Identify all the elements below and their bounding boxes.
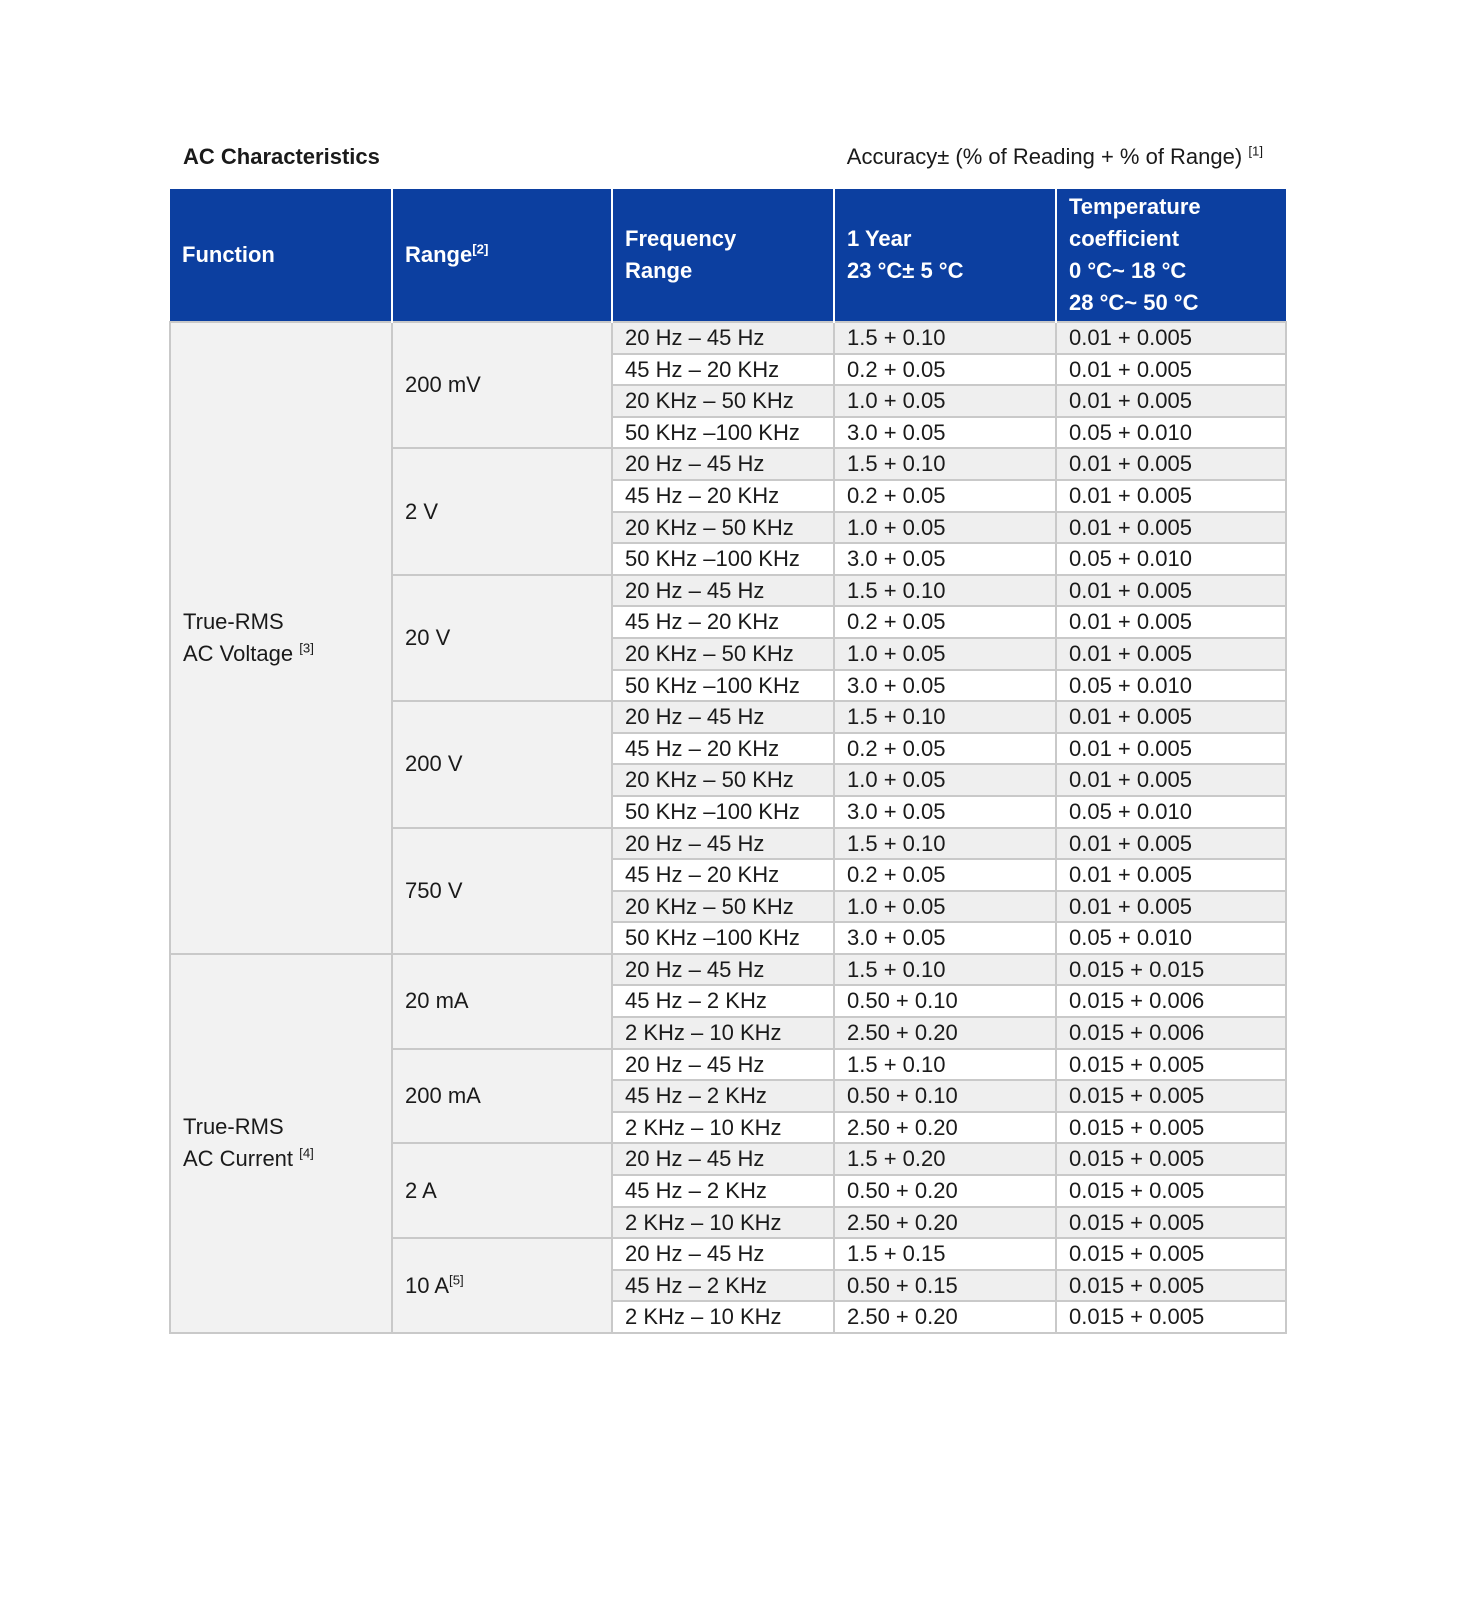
temperature-coefficient-cell: 0.015 + 0.005 [1056,1175,1286,1207]
frequency-cell: 50 KHz –100 KHz [612,417,834,449]
one-year-accuracy-cell: 1.5 + 0.10 [834,828,1056,860]
frequency-cell: 50 KHz –100 KHz [612,543,834,575]
one-year-accuracy-cell: 2.50 + 0.20 [834,1017,1056,1049]
one-year-accuracy-cell: 3.0 + 0.05 [834,417,1056,449]
one-year-accuracy-cell: 3.0 + 0.05 [834,922,1056,954]
one-year-accuracy-cell: 2.50 + 0.20 [834,1301,1056,1333]
temperature-coefficient-cell: 0.01 + 0.005 [1056,891,1286,923]
range-cell [392,954,612,1049]
function-footnote: [3] [299,640,314,656]
header-temperature-coefficient: Temperature coefficient 0 °C~ 18 °C 28 °C~ 50 °C [1056,189,1286,322]
temperature-coefficient-cell: 0.01 + 0.005 [1056,638,1286,670]
temperature-coefficient-cell: 0.01 + 0.005 [1056,701,1286,733]
range-cell [392,448,612,574]
temperature-coefficient-cell: 0.05 + 0.010 [1056,417,1286,449]
temperature-coefficient-cell: 0.05 + 0.010 [1056,543,1286,575]
temperature-coefficient-cell: 0.01 + 0.005 [1056,322,1286,354]
frequency-cell: 2 KHz – 10 KHz [612,1207,834,1239]
function-line-1: True-RMS [183,1114,284,1140]
one-year-accuracy-cell: 1.5 + 0.20 [834,1143,1056,1175]
function-line-2-text: AC Voltage [183,640,294,666]
range-cell [392,701,612,827]
range-label: 20 V [405,624,451,650]
one-year-accuracy-cell: 1.0 + 0.05 [834,512,1056,544]
range-cell [392,322,612,448]
range-footnote: [5] [449,1272,464,1288]
one-year-accuracy-cell: 1.0 + 0.05 [834,764,1056,796]
temperature-coefficient-cell: 0.015 + 0.005 [1056,1207,1286,1239]
frequency-cell: 20 Hz – 45 Hz [612,701,834,733]
one-year-accuracy-cell: 0.2 + 0.05 [834,480,1056,512]
frequency-cell: 45 Hz – 2 KHz [612,1270,834,1302]
temperature-coefficient-cell: 0.015 + 0.005 [1056,1143,1286,1175]
temperature-coefficient-cell: 0.01 + 0.005 [1056,575,1286,607]
one-year-accuracy-cell: 1.5 + 0.10 [834,322,1056,354]
function-line-2 [183,1143,379,1175]
frequency-cell: 45 Hz – 20 KHz [612,480,834,512]
temperature-coefficient-cell: 0.015 + 0.005 [1056,1301,1286,1333]
frequency-cell: 20 KHz – 50 KHz [612,638,834,670]
function-line-2 [183,638,379,670]
frequency-cell: 50 KHz –100 KHz [612,922,834,954]
one-year-accuracy-cell: 0.2 + 0.05 [834,859,1056,891]
one-year-accuracy-cell: 1.5 + 0.10 [834,1049,1056,1081]
temperature-coefficient-cell: 0.015 + 0.006 [1056,985,1286,1017]
range-cell [392,1143,612,1238]
range-label: 20 mA [405,988,469,1014]
range-label: 10 A [405,1272,450,1298]
temperature-coefficient-cell: 0.01 + 0.005 [1056,859,1286,891]
temperature-coefficient-cell: 0.015 + 0.005 [1056,1238,1286,1270]
frequency-cell: 20 KHz – 50 KHz [612,764,834,796]
temperature-coefficient-cell: 0.01 + 0.005 [1056,512,1286,544]
one-year-accuracy-cell: 0.2 + 0.05 [834,733,1056,765]
header-function: Function [170,189,392,322]
frequency-cell: 20 Hz – 45 Hz [612,575,834,607]
one-year-accuracy-cell: 0.2 + 0.05 [834,354,1056,386]
frequency-cell: 20 Hz – 45 Hz [612,1238,834,1270]
one-year-accuracy-cell: 1.5 + 0.10 [834,448,1056,480]
one-year-accuracy-cell: 1.5 + 0.10 [834,954,1056,986]
frequency-cell: 20 Hz – 45 Hz [612,1143,834,1175]
frequency-cell: 45 Hz – 2 KHz [612,985,834,1017]
header-range: Range[2] [392,189,612,322]
temperature-coefficient-cell: 0.01 + 0.005 [1056,385,1286,417]
table-row [170,322,1286,354]
one-year-accuracy-cell: 3.0 + 0.05 [834,796,1056,828]
temperature-coefficient-cell: 0.015 + 0.006 [1056,1017,1286,1049]
range-label: 200 mV [405,372,481,398]
one-year-accuracy-cell: 0.50 + 0.20 [834,1175,1056,1207]
temperature-coefficient-cell: 0.015 + 0.015 [1056,954,1286,986]
temperature-coefficient-cell: 0.05 + 0.010 [1056,922,1286,954]
frequency-cell: 45 Hz – 2 KHz [612,1080,834,1112]
frequency-cell: 2 KHz – 10 KHz [612,1112,834,1144]
header-one-year: 1 Year 23 °C± 5 °C [834,189,1056,322]
frequency-cell: 2 KHz – 10 KHz [612,1017,834,1049]
function-footnote: [4] [299,1146,314,1162]
table-caption [183,144,1263,174]
temperature-coefficient-cell: 0.01 + 0.005 [1056,764,1286,796]
temperature-coefficient-cell: 0.01 + 0.005 [1056,354,1286,386]
table-body [170,322,1286,1333]
temperature-coefficient-cell: 0.015 + 0.005 [1056,1049,1286,1081]
temperature-coefficient-cell: 0.01 + 0.005 [1056,606,1286,638]
one-year-accuracy-cell: 3.0 + 0.05 [834,670,1056,702]
one-year-accuracy-cell: 1.0 + 0.05 [834,385,1056,417]
range-label: 200 mA [405,1083,481,1109]
one-year-accuracy-cell: 0.50 + 0.10 [834,985,1056,1017]
function-cell [170,954,392,1333]
range-cell [392,1049,612,1144]
header-row [170,189,1286,322]
temperature-coefficient-cell: 0.015 + 0.005 [1056,1270,1286,1302]
function-line-1: True-RMS [183,608,284,634]
accuracy-footnote: [1] [1248,143,1263,159]
frequency-cell: 20 Hz – 45 Hz [612,954,834,986]
frequency-cell: 20 KHz – 50 KHz [612,891,834,923]
range-cell [392,1238,612,1333]
range-label: 2 A [405,1177,437,1203]
accuracy-text: Accuracy± (% of Reading + % of Range) [846,144,1243,169]
frequency-cell: 20 KHz – 50 KHz [612,385,834,417]
table-title: AC Characteristics [183,144,380,169]
one-year-accuracy-cell: 2.50 + 0.20 [834,1207,1056,1239]
frequency-cell: 50 KHz –100 KHz [612,670,834,702]
frequency-cell: 45 Hz – 20 KHz [612,606,834,638]
frequency-cell: 45 Hz – 20 KHz [612,354,834,386]
temperature-coefficient-cell: 0.05 + 0.010 [1056,796,1286,828]
header-frequency-range: Frequency Range [612,189,834,322]
table-row [170,954,1286,986]
temperature-coefficient-cell: 0.01 + 0.005 [1056,448,1286,480]
one-year-accuracy-cell: 0.50 + 0.15 [834,1270,1056,1302]
one-year-accuracy-cell: 1.0 + 0.05 [834,891,1056,923]
ac-characteristics-table [169,189,1287,1334]
frequency-cell: 20 Hz – 45 Hz [612,448,834,480]
temperature-coefficient-cell: 0.05 + 0.010 [1056,670,1286,702]
range-label: 750 V [405,877,463,903]
one-year-accuracy-cell: 0.2 + 0.05 [834,606,1056,638]
one-year-accuracy-cell: 3.0 + 0.05 [834,543,1056,575]
one-year-accuracy-cell: 1.5 + 0.10 [834,701,1056,733]
frequency-cell: 20 KHz – 50 KHz [612,512,834,544]
one-year-accuracy-cell: 1.5 + 0.10 [834,575,1056,607]
range-label: 200 V [405,751,463,777]
frequency-cell: 20 Hz – 45 Hz [612,828,834,860]
frequency-cell: 20 Hz – 45 Hz [612,322,834,354]
frequency-cell: 45 Hz – 2 KHz [612,1175,834,1207]
temperature-coefficient-cell: 0.01 + 0.005 [1056,828,1286,860]
frequency-cell: 2 KHz – 10 KHz [612,1301,834,1333]
one-year-accuracy-cell: 0.50 + 0.10 [834,1080,1056,1112]
frequency-cell: 45 Hz – 20 KHz [612,733,834,765]
one-year-accuracy-cell: 2.50 + 0.20 [834,1112,1056,1144]
temperature-coefficient-cell: 0.015 + 0.005 [1056,1080,1286,1112]
range-cell [392,575,612,701]
frequency-cell: 45 Hz – 20 KHz [612,859,834,891]
range-label: 2 V [405,498,439,524]
temperature-coefficient-cell: 0.01 + 0.005 [1056,733,1286,765]
function-cell [170,322,392,954]
one-year-accuracy-cell: 1.5 + 0.15 [834,1238,1056,1270]
function-line-2-text: AC Current [183,1146,294,1172]
frequency-cell: 50 KHz –100 KHz [612,796,834,828]
accuracy-label [847,144,1263,170]
one-year-accuracy-cell: 1.0 + 0.05 [834,638,1056,670]
temperature-coefficient-cell: 0.015 + 0.005 [1056,1112,1286,1144]
range-cell [392,828,612,954]
frequency-cell: 20 Hz – 45 Hz [612,1049,834,1081]
temperature-coefficient-cell: 0.01 + 0.005 [1056,480,1286,512]
